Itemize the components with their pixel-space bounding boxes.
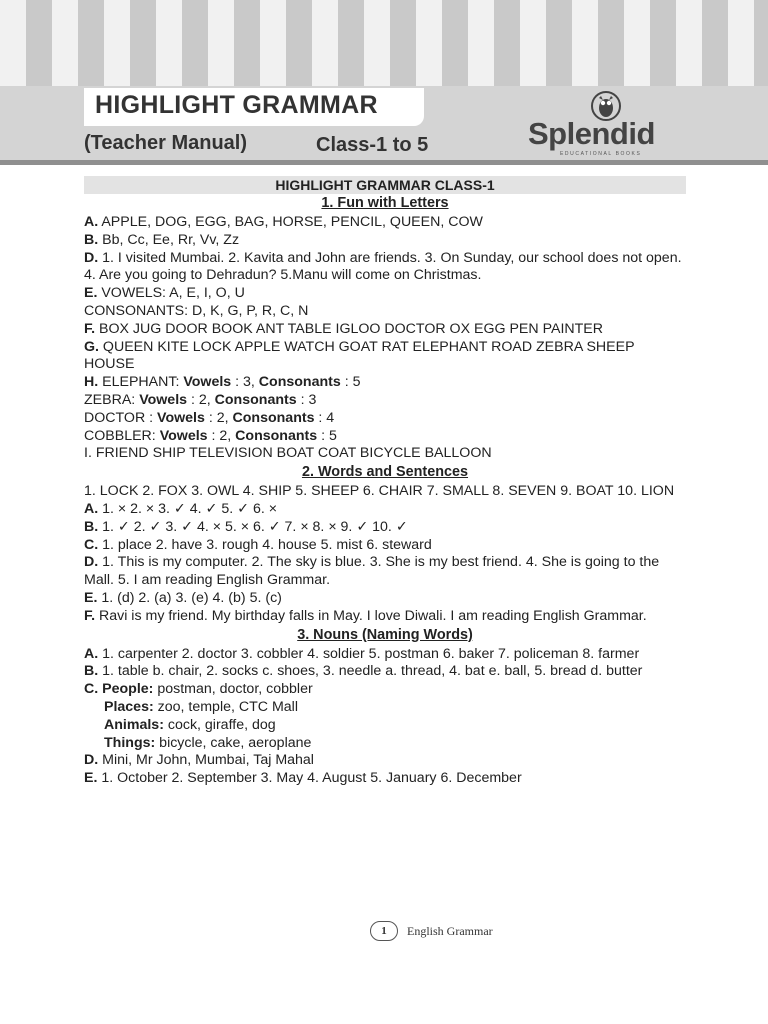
answer-line: [84, 410, 686, 428]
vowels-label: Vowels: [159, 427, 208, 444]
answer-line: [84, 663, 686, 681]
consonants-value: : 4: [314, 409, 335, 426]
answer-line: [84, 374, 686, 392]
answer-line: [84, 752, 686, 770]
category-label: People:: [98, 681, 154, 698]
vowels-value: : 2,: [187, 391, 215, 408]
answer-line: 1. LOCK 2. FOX 3. OWL 4. SHIP 5. SHEEP 6. CHAIR 7. SMALL 8. SEVEN 9. BOAT 10. LION: [84, 483, 675, 500]
answer-text: DOCTOR :: [84, 409, 158, 426]
vowels-label: Vowels: [183, 374, 232, 391]
answer-text: BOX JUG DOOR BOOK ANT TABLE IGLOO DOCTOR OX EGG PEN PAINTER: [95, 320, 604, 337]
answer-label: F.: [84, 607, 96, 624]
answer-line: [84, 554, 686, 590]
vowels-value: : 2,: [207, 427, 236, 444]
logo-subtext: EDUCATIONAL BOOKS: [560, 151, 642, 157]
answer-text: Mini, Mr John, Mumbai, Taj Mahal: [98, 752, 314, 769]
answer-line: CONSONANTS: D, K, G, P, R, C, N: [84, 302, 309, 319]
answer-text: Ravi is my friend. My birthday falls in May. I love Diwali. I am reading English Grammar.: [95, 607, 647, 624]
answer-label: B.: [84, 231, 99, 248]
answer-line: [84, 735, 686, 753]
footer-label: English Grammar: [407, 923, 493, 938]
consonants-label: Consonants: [258, 374, 341, 391]
section-title-words-and-sentences: 2. Words and Sentences: [301, 464, 469, 481]
category-label: Places:: [104, 698, 154, 715]
answer-line: [84, 590, 686, 608]
answer-label: E.: [84, 770, 98, 787]
consonants-value: : 3: [296, 391, 317, 408]
answer-text: 1. place 2. have 3. rough 4. house 5. mist 6. steward: [98, 536, 432, 553]
vowels-value: : 3,: [231, 374, 259, 391]
answer-label: D.: [84, 554, 99, 571]
consonants-label: Consonants: [232, 409, 315, 426]
answer-text: ELEPHANT:: [98, 374, 184, 391]
answer-text: APPLE, DOG, EGG, BAG, HORSE, PENCIL, QUEEN, COW: [98, 214, 483, 230]
answer-line: [84, 321, 686, 339]
section-title-fun-with-letters: 1. Fun with Letters: [321, 195, 449, 211]
answer-text: COBBLER:: [84, 427, 160, 444]
answer-line: [84, 232, 686, 250]
answer-text: QUEEN KITE LOCK APPLE WATCH GOAT RAT ELEPHANT ROAD ZEBRA SHEEP HOUSE: [84, 338, 635, 373]
answer-label: F.: [84, 320, 96, 337]
answer-line: [84, 392, 686, 410]
answer-line: [84, 699, 686, 717]
document-heading: HIGHLIGHT GRAMMAR CLASS-1: [84, 176, 686, 194]
answer-text: 1. (d) 2. (a) 3. (e) 4. (b) 5. (c): [97, 589, 282, 606]
category-label: Animals:: [104, 716, 164, 733]
answer-text: VOWELS: A, E, I, O, U: [97, 285, 245, 302]
answer-label: H.: [84, 374, 99, 391]
answer-line: [84, 214, 686, 232]
answer-text: 1. I visited Mumbai. 2. Kavita and John are friends. 3. On Sunday, our school does not open. 4. Are you going to Dehradun? 5.Manu will come on Christmas.: [84, 249, 682, 284]
vowels-value: : 2,: [204, 409, 233, 426]
answer-label: D.: [84, 752, 99, 769]
class-range: Class-1 to 5: [316, 134, 429, 156]
book-title: HIGHLIGHT GRAMMAR: [95, 91, 378, 119]
answer-line: [84, 608, 686, 626]
answer-label: A.: [84, 500, 99, 517]
answer-label: A.: [84, 214, 99, 230]
answer-line: [84, 646, 686, 664]
answer-line: [84, 770, 686, 788]
consonants-label: Consonants: [235, 427, 318, 444]
vowels-label: Vowels: [157, 409, 205, 426]
answer-text: 1. This is my computer. 2. The sky is blue. 3. She is my best friend. 4. She is going to the Mall. 5. I am reading English Grammar.: [84, 554, 660, 589]
answer-line: I. FRIEND SHIP TELEVISION BOAT COAT BICYCLE BALLOON: [84, 445, 492, 462]
answer-label: E.: [84, 285, 98, 302]
vowels-label: Vowels: [139, 391, 188, 408]
page-footer: [370, 921, 493, 943]
answer-text: Bb, Cc, Ee, Rr, Vv, Zz: [98, 231, 240, 248]
answer-line: [84, 681, 686, 699]
answer-line: [84, 285, 686, 303]
page-number: 1: [370, 921, 398, 941]
answer-line: [84, 428, 686, 446]
answer-text: 1. carpenter 2. doctor 3. cobbler 4. soldier 5. postman 6. baker 7. policeman 8. farmer: [98, 645, 640, 662]
answer-text: 1. October 2. September 3. May 4. August 5. January 6. December: [97, 770, 522, 787]
header-divider: [0, 160, 768, 165]
answer-text: 1. table b. chair, 2. socks c. shoes, 3. needle a. thread, 4. bat e. ball, 5. bread d. butter: [98, 663, 643, 680]
consonants-value: : 5: [317, 427, 337, 444]
answer-text: 1. ✓ 2. ✓ 3. ✓ 4. × 5. × 6. ✓ 7. × 8. × 9. ✓ 10. ✓: [98, 518, 408, 535]
consonants-label: Consonants: [214, 391, 297, 408]
answer-text: 1. × 2. × 3. ✓ 4. ✓ 5. ✓ 6. ×: [98, 500, 277, 517]
answer-text: bicycle, cake, aeroplane: [155, 734, 312, 751]
answer-label: D.: [84, 249, 99, 266]
answer-line: [84, 537, 686, 555]
answer-text: zoo, temple, CTC Mall: [153, 698, 298, 715]
answer-line: [84, 250, 686, 286]
answer-text: cock, giraffe, dog: [163, 716, 276, 733]
answer-label: C.: [84, 681, 99, 698]
answer-text: ZEBRA:: [84, 391, 140, 408]
book-subtitle: (Teacher Manual): [84, 132, 247, 154]
category-label: Things:: [104, 734, 156, 751]
answer-label: B.: [84, 663, 99, 680]
answer-line: [84, 717, 686, 735]
answer-label: E.: [84, 589, 98, 606]
answer-label: C.: [84, 536, 99, 553]
answer-label: A.: [84, 645, 99, 662]
header-stripes: [0, 0, 768, 86]
answer-line: [84, 519, 686, 537]
section-title-nouns: 3. Nouns (Naming Words): [297, 626, 473, 643]
answer-label: B.: [84, 518, 99, 535]
answer-text: postman, doctor, cobbler: [153, 681, 313, 698]
answer-content: [84, 176, 686, 788]
consonants-value: : 5: [340, 374, 361, 391]
logo-text: Splendid: [528, 116, 655, 151]
answer-line: [84, 339, 686, 375]
answer-label: G.: [84, 338, 99, 355]
answer-line: [84, 501, 686, 519]
publisher-logo: [528, 90, 678, 158]
